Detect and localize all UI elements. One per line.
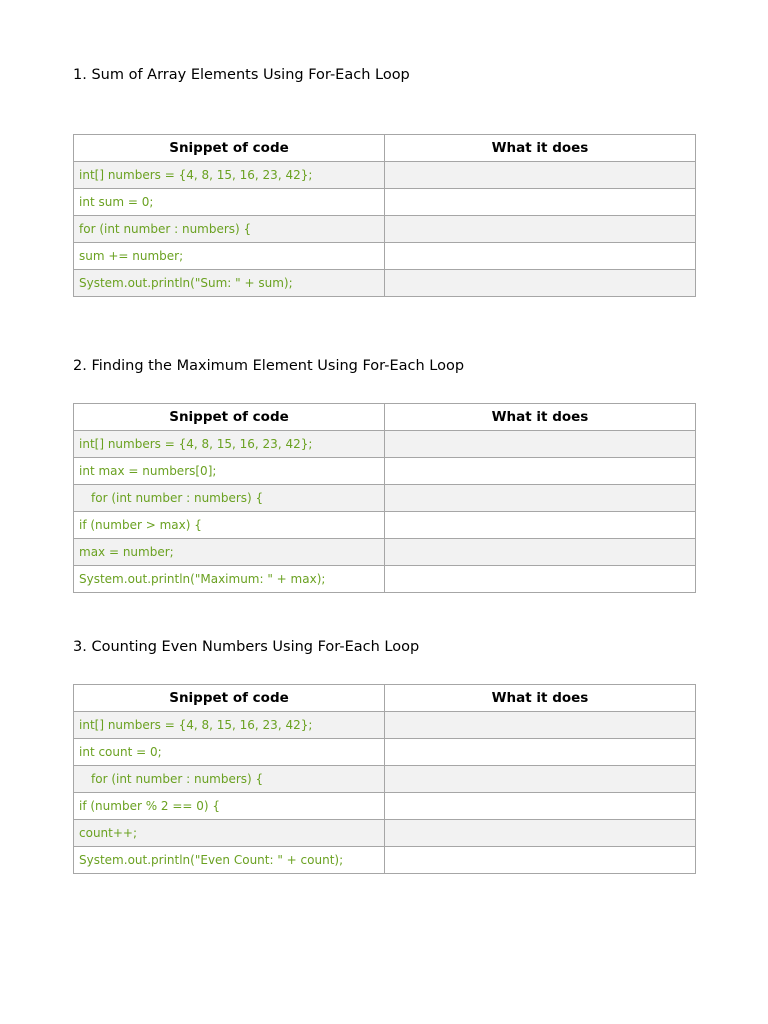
answer-cell[interactable] xyxy=(385,512,696,539)
code-cell: int[] numbers = {4, 8, 15, 16, 23, 42}; xyxy=(74,431,385,458)
answer-cell[interactable] xyxy=(385,766,696,793)
answer-cell[interactable] xyxy=(385,539,696,566)
code-cell: if (number % 2 == 0) { xyxy=(74,793,385,820)
table-row xyxy=(74,766,696,793)
header-snippet-of-code: Snippet of code xyxy=(74,135,385,162)
answer-cell[interactable] xyxy=(385,162,696,189)
table-row xyxy=(74,189,696,216)
table-header-row xyxy=(74,135,696,162)
table-row xyxy=(74,539,696,566)
code-cell: int[] numbers = {4, 8, 15, 16, 23, 42}; xyxy=(74,712,385,739)
code-cell: int count = 0; xyxy=(74,739,385,766)
code-cell: if (number > max) { xyxy=(74,512,385,539)
answer-cell[interactable] xyxy=(385,189,696,216)
table-row xyxy=(74,431,696,458)
header-what-it-does: What it does xyxy=(385,685,696,712)
section-3-title: 3. Counting Even Numbers Using For-Each Loop xyxy=(73,639,420,655)
answer-cell[interactable] xyxy=(385,270,696,297)
code-cell: for (int number : numbers) { xyxy=(74,766,385,793)
table-row xyxy=(74,485,696,512)
header-snippet-of-code: Snippet of code xyxy=(74,685,385,712)
table-row xyxy=(74,739,696,766)
section-1-title: 1. Sum of Array Elements Using For-Each Loop xyxy=(73,67,410,83)
answer-cell[interactable] xyxy=(385,566,696,593)
answer-cell[interactable] xyxy=(385,793,696,820)
table-row xyxy=(74,270,696,297)
section-2-title: 2. Finding the Maximum Element Using For-Each Loop xyxy=(73,358,465,374)
answer-cell[interactable] xyxy=(385,739,696,766)
code-cell: for (int number : numbers) { xyxy=(74,216,385,243)
section-1-table xyxy=(73,134,696,297)
answer-cell[interactable] xyxy=(385,216,696,243)
table-header-row xyxy=(74,685,696,712)
answer-cell[interactable] xyxy=(385,243,696,270)
table-row xyxy=(74,216,696,243)
header-what-it-does: What it does xyxy=(385,135,696,162)
table-header-row xyxy=(74,404,696,431)
code-cell: System.out.println("Even Count: " + count); xyxy=(74,847,385,874)
code-cell: int[] numbers = {4, 8, 15, 16, 23, 42}; xyxy=(74,162,385,189)
table-row xyxy=(74,847,696,874)
code-cell: for (int number : numbers) { xyxy=(74,485,385,512)
code-cell: max = number; xyxy=(74,539,385,566)
code-cell: count++; xyxy=(74,820,385,847)
answer-cell[interactable] xyxy=(385,431,696,458)
section-2-table xyxy=(73,403,696,593)
table-row xyxy=(74,458,696,485)
code-cell: int sum = 0; xyxy=(74,189,385,216)
code-cell: System.out.println("Sum: " + sum); xyxy=(74,270,385,297)
code-cell: int max = numbers[0]; xyxy=(74,458,385,485)
table-row xyxy=(74,793,696,820)
table-row xyxy=(74,162,696,189)
answer-cell[interactable] xyxy=(385,820,696,847)
code-cell: sum += number; xyxy=(74,243,385,270)
answer-cell[interactable] xyxy=(385,458,696,485)
table-row xyxy=(74,243,696,270)
table-row xyxy=(74,512,696,539)
answer-cell[interactable] xyxy=(385,712,696,739)
header-what-it-does: What it does xyxy=(385,404,696,431)
code-cell: System.out.println("Maximum: " + max); xyxy=(74,566,385,593)
table-row xyxy=(74,566,696,593)
table-row xyxy=(74,712,696,739)
answer-cell[interactable] xyxy=(385,485,696,512)
answer-cell[interactable] xyxy=(385,847,696,874)
section-3-table xyxy=(73,684,696,874)
header-snippet-of-code: Snippet of code xyxy=(74,404,385,431)
table-row xyxy=(74,820,696,847)
